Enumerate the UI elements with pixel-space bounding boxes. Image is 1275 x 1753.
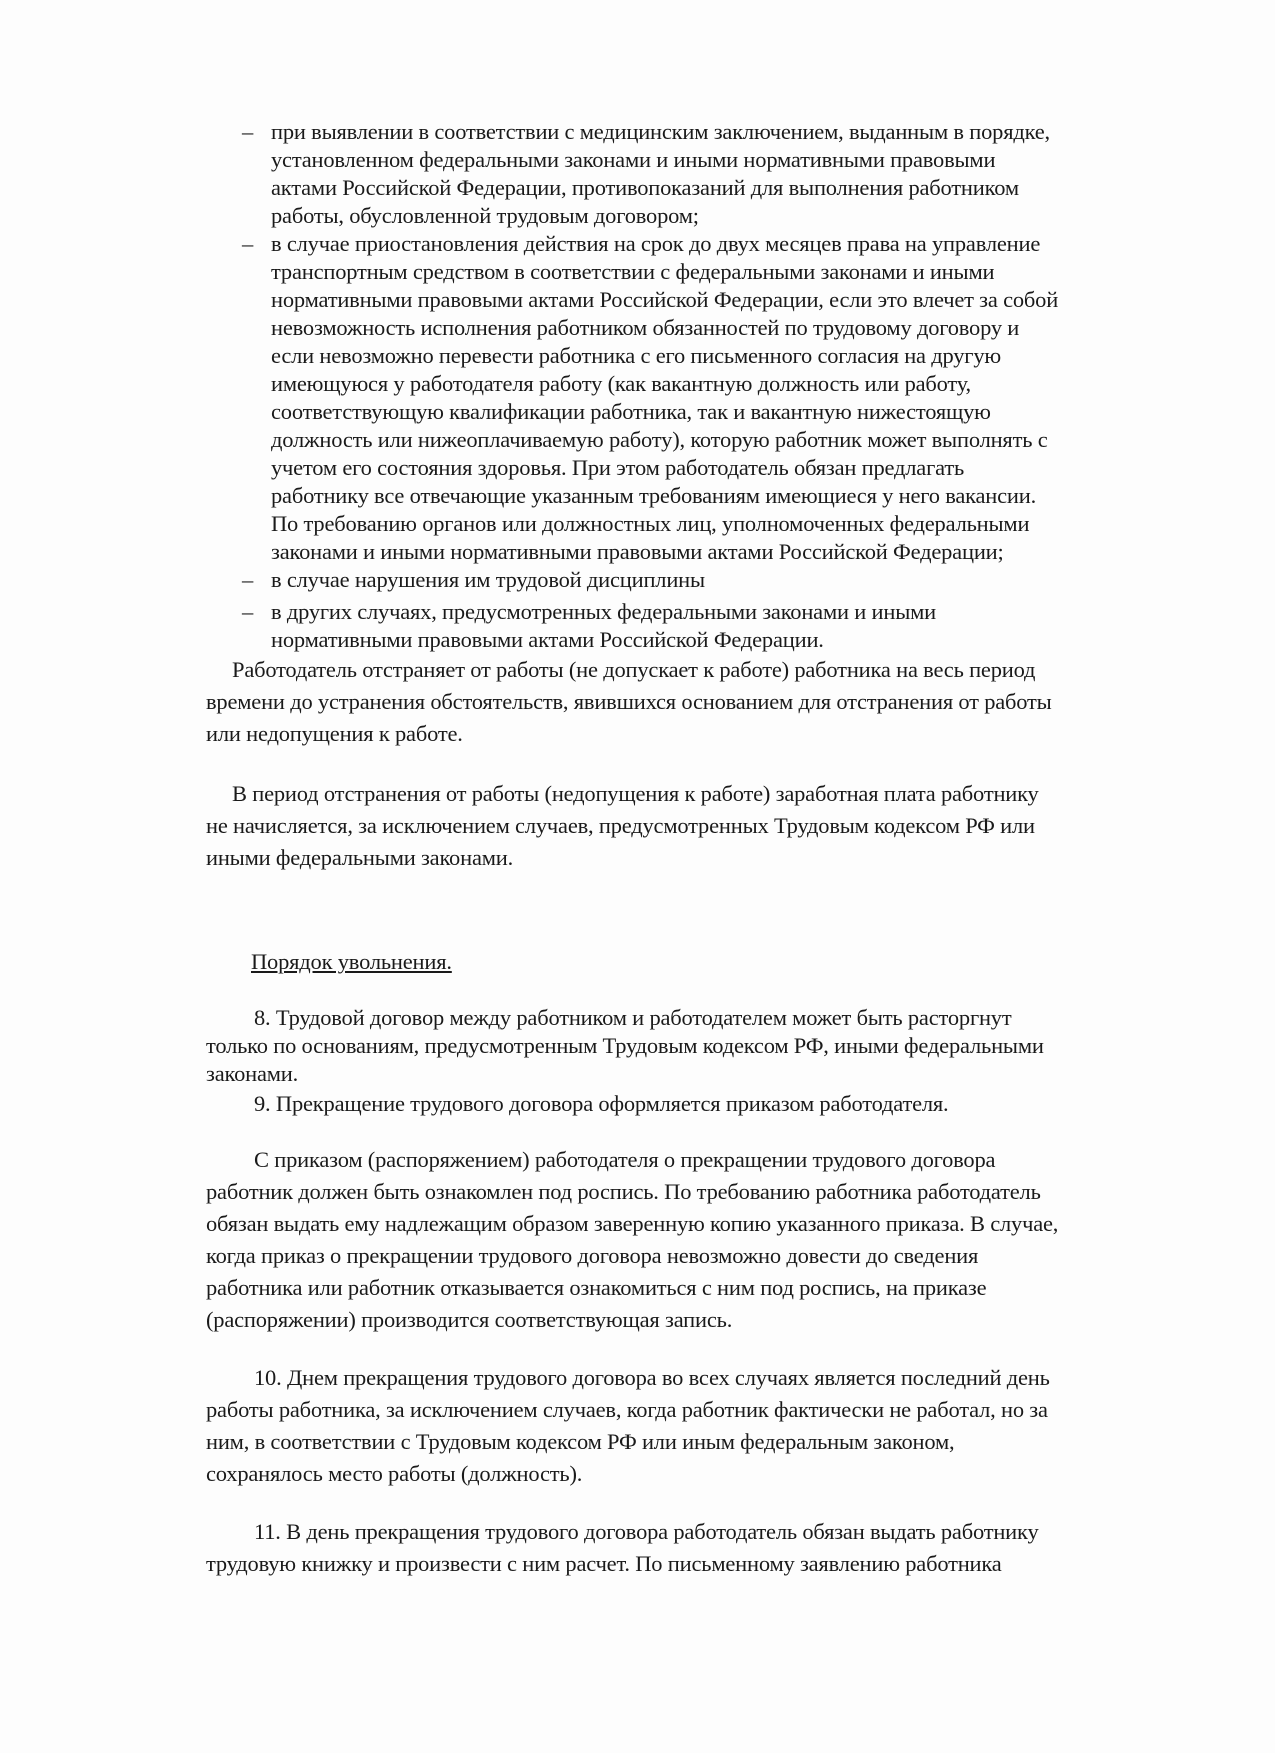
- text-line: Работодатель отстраняет от работы (не допускает к работе) работника на весь период: [232, 657, 1036, 682]
- text-line: времени до устранения обстоятельств, явившихся основанием для отстранения от работы: [206, 689, 1052, 714]
- section-heading: Порядок увольнения.: [251, 949, 452, 974]
- text-line: 10. Днем прекращения трудового договора во всех случаях является последний день: [254, 1365, 1050, 1390]
- text-line: работы работника, за исключением случаев, когда работник фактически не работал, но за: [206, 1397, 1048, 1422]
- text-line: в других случаях, предусмотренных федеральными законами и иными: [271, 599, 937, 624]
- text-line: работника или работник отказывается ознакомиться с ним под роспись, на приказе: [206, 1275, 987, 1300]
- text-line: работнику все отвечающие указанным требованиям имеющиеся у него вакансии.: [271, 483, 1037, 508]
- text-line: В период отстранения от работы (недопущения к работе) заработная плата работнику: [232, 781, 1039, 806]
- text-line: нормативными правовыми актами Российской Федерации, если это влечет за собой: [271, 287, 1059, 312]
- text-line: при выявлении в соответствии с медицинским заключением, выданным в порядке,: [271, 119, 1050, 144]
- bullet-marker: –: [242, 599, 254, 624]
- text-line: 8. Трудовой договор между работником и работодателем может быть расторгнут: [254, 1005, 1012, 1030]
- text-line: учетом его состояния здоровья. При этом работодатель обязан предлагать: [271, 455, 965, 480]
- text-line: если невозможно перевести работника с его письменного согласия на другую: [271, 343, 1001, 368]
- text-line: обязан выдать ему надлежащим образом заверенную копию указанного приказа. В случае,: [206, 1211, 1059, 1236]
- text-line: только по основаниям, предусмотренным Трудовым кодексом РФ, иными федеральными: [206, 1033, 1044, 1058]
- text-line: нормативными правовыми актами Российской Федерации.: [271, 627, 824, 652]
- text-line: 11. В день прекращения трудового договора работодатель обязан выдать работнику: [254, 1519, 1039, 1544]
- bullet-marker: –: [242, 119, 254, 144]
- text-line: трудовую книжку и произвести с ним расчет. По письменному заявлению работника: [206, 1551, 1002, 1576]
- text-line: соответствующую квалификации работника, так и вакантную нижестоящую: [271, 399, 991, 424]
- text-line: работы, обусловленной трудовым договором;: [271, 203, 699, 228]
- text-line: транспортным средством в соответствии с федеральными законами и иными: [271, 259, 995, 284]
- text-line: работник должен быть ознакомлен под роспись. По требованию работника работодатель: [206, 1179, 1041, 1204]
- text-line: в случае приостановления действия на срок до двух месяцев права на управление: [271, 231, 1041, 256]
- text-line: невозможность исполнения работником обязанностей по трудовому договору и: [271, 315, 1020, 340]
- text-line: сохранялось место работы (должность).: [206, 1461, 583, 1486]
- text-line: С приказом (распоряжением) работодателя о прекращении трудового договора: [254, 1147, 996, 1172]
- bullet-marker: –: [242, 231, 254, 256]
- text-line: установленном федеральными законами и иными нормативными правовыми: [271, 147, 996, 172]
- text-line: (распоряжении) производится соответствующая запись.: [206, 1307, 733, 1332]
- text-line: или недопущения к работе.: [206, 721, 463, 746]
- text-line: когда приказ о прекращении трудового договора невозможно довести до сведения: [206, 1243, 979, 1268]
- bullet-marker: –: [242, 567, 254, 592]
- text-line: законами.: [206, 1061, 299, 1086]
- text-line: актами Российской Федерации, противопоказаний для выполнения работником: [271, 175, 1019, 200]
- text-line: имеющуюся у работодателя работу (как вакантную должность или работу,: [271, 371, 971, 396]
- text-line: в случае нарушения им трудовой дисциплины: [271, 567, 705, 592]
- text-line: 9. Прекращение трудового договора оформляется приказом работодателя.: [254, 1091, 949, 1116]
- text-line: иными федеральными законами.: [206, 845, 514, 870]
- text-line: ним, в соответствии с Трудовым кодексом РФ или иным федеральным законом,: [206, 1429, 955, 1454]
- text-line: должность или нижеоплачиваемую работу), которую работник может выполнять с: [271, 427, 1048, 452]
- text-line: По требованию органов или должностных лиц, уполномоченных федеральными: [271, 511, 1030, 536]
- text-line: законами и иными нормативными правовыми актами Российской Федерации;: [271, 539, 1004, 564]
- text-line: не начисляется, за исключением случаев, предусмотренных Трудовым кодексом РФ или: [206, 813, 1035, 838]
